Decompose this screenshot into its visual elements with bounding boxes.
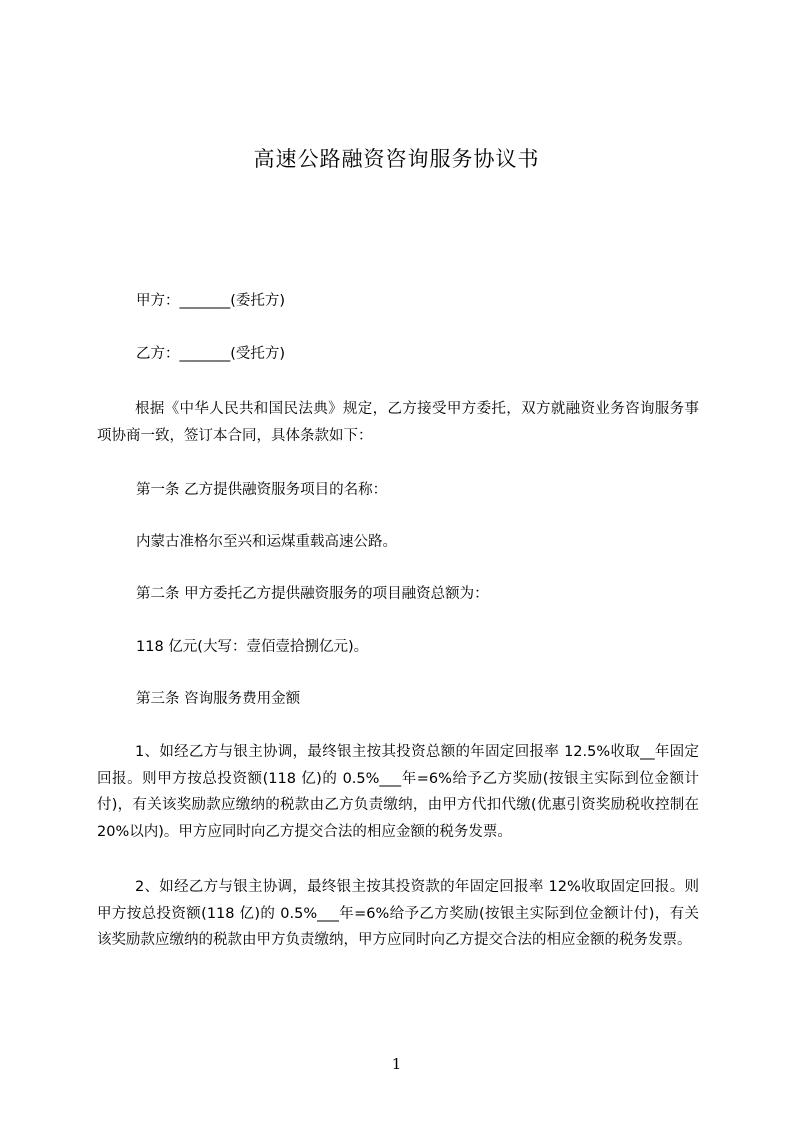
article-1-heading: 第一条 乙方提供融资服务项目的名称： [136, 482, 388, 498]
article-3-heading: 第三条 咨询服务费用金额 [136, 691, 301, 707]
article-3-clause-2: 2、如经乙方与银主协调，最终银主按其投资款的年固定回报率 12%收取固定回报。则甲方按总投资额(118 亿)的 0.5%___年=6%给予乙方奖励(按银主实际到位金额计付)，有关该奖励款应缴纳的税款由甲方负责缴纳，甲方应同时向乙方提交合法的相应金额的税务发票。 [97, 879, 699, 948]
article-1-content: 内蒙古准格尔至兴和运煤重载高速公路。 [136, 534, 397, 550]
party-a-line: 甲方：_______(委托方) [136, 293, 286, 309]
page-number: 1 [391, 1055, 402, 1073]
article-3-clause-1: 1、如经乙方与银主协调，最终银主按其投资总额的年固定回报率 12.5%收取__年固定回报。则甲方按总投资额(118 亿)的 0.5%___年=6%给予乙方奖励(按银主实际到位金额计付)，有关该奖励款应缴纳的税款由乙方负责缴纳，由甲方代扣代缴(优惠引资奖励税收控制在 20%以内)。甲方应同时向乙方提交合法的相应金额的税务发票。 [97, 744, 699, 840]
preamble-paragraph: 根据《中华人民共和国民法典》规定，乙方接受甲方委托，双方就融资业务咨询服务事项协商一致，签订本合同，具体条款如下： [97, 401, 699, 444]
document-title: 高速公路融资咨询服务协议书 [253, 147, 540, 171]
party-b-line: 乙方：_______(受托方) [136, 346, 286, 362]
article-2-content: 118 亿元(大写：壹佰壹拾捌亿元)。 [136, 639, 369, 655]
article-2-heading: 第二条 甲方委托乙方提供融资服务的项目融资总额为： [136, 586, 489, 602]
